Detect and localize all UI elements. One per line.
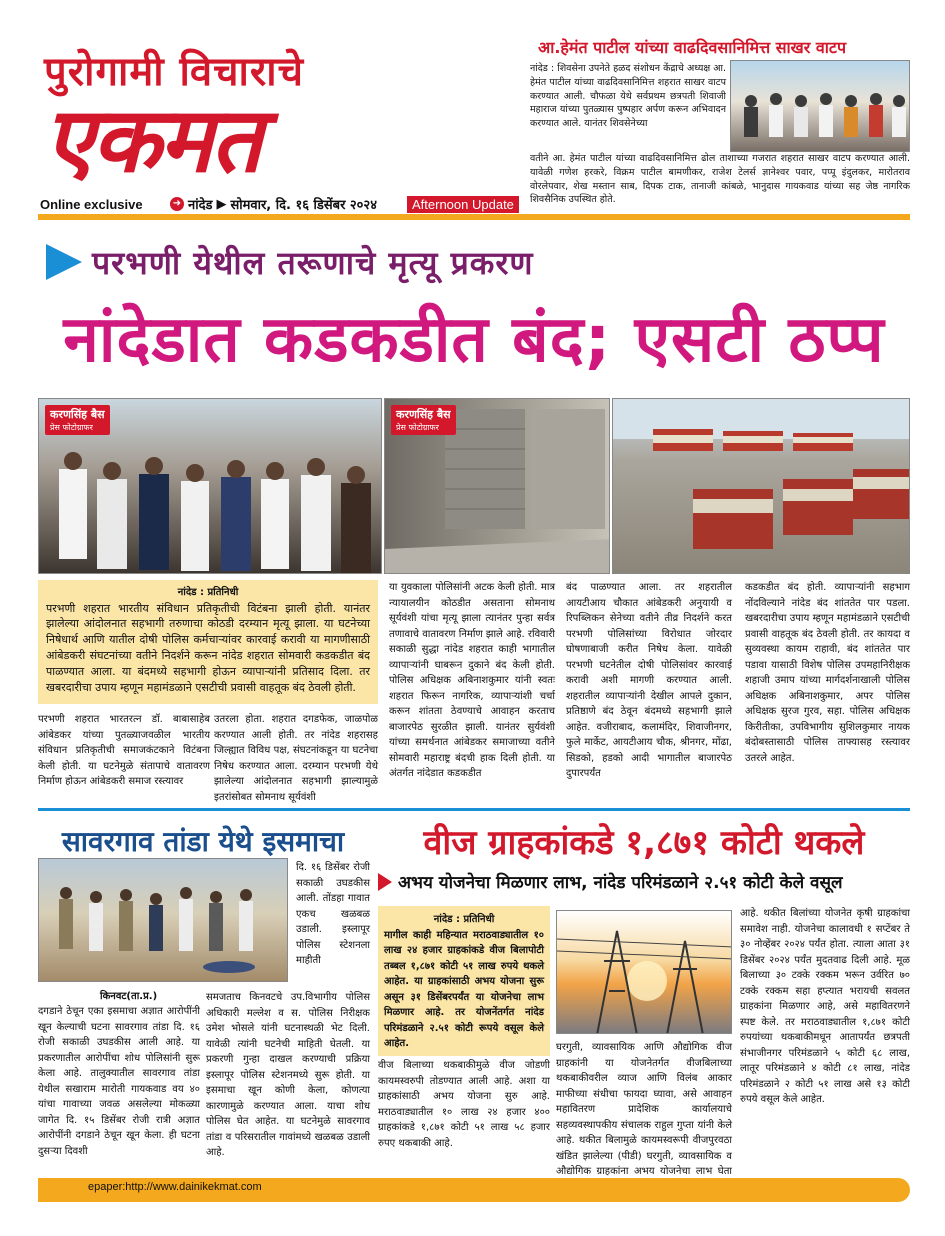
closed-shops-photo xyxy=(384,398,610,574)
power-subhead xyxy=(378,870,910,893)
main-kicker-text: परभणी येथील तरूणाचे मृत्यू प्रकरण xyxy=(92,243,534,282)
masthead-tagline: पुरोगामी विचाराचे xyxy=(44,49,305,95)
main-column-1: परभणी शहरात भारतरत्न डॉ. बाबासाहेब आंबेडकर यांच्या पुतळ्याजवळील भारतीय संविधान प्रतिकृतीची समाजकंटकाने विटंबना केली होती. या घटनेमुळे संतापाचे वातावरण निर्माण होऊन आंबेडकरी समाज रस्त्यावर xyxy=(38,714,210,787)
main-dateline: नांदेड : प्रतिनिधी xyxy=(177,587,239,598)
dateline-city: नांदेड xyxy=(188,198,213,213)
power-lead-box xyxy=(378,906,550,1056)
top-story-text-b: वतीने आ. हेमंत पाटील यांच्या वाढदिवसानिमित्त ढोल ताशाच्या गजरात शहरात साखर वाटप करण्यात आली. यावेळी गणेश हरकरे, विक्रम पाटील बामणीकर, राजेश टेलर्स ज्ञानेश्वर पवार, पप्पू इंदुलकर, मारोतराव वोरलेपवार, शेख मस्तान साब, दिपक टाक, तानाजी कांबळे, भानुदास गायकवाड यांच्या सह जेष्ठ नागरिक शिवसैनिक उपस्थित होते. xyxy=(530,153,910,206)
power-subhead-text: अभय योजनेचा मिळणार लाभ, नांदेड परिमंडळाने २.५१ कोटी केले वसूल xyxy=(398,873,843,893)
crime-scene-photo xyxy=(38,858,288,982)
main-lead-box xyxy=(38,580,378,704)
murder-column-1: दगडाने ठेचून एका इसमाचा अज्ञात आरोपींनी खून केल्याची घटना सावरगाव तांडा दि. १६ रोजी सकाळी उघडकीस आली आहे. या प्रकरणातील आरोपींचा शोध पोलिसांनी सुरू केला आहे. तालुक्यातील सावरगाव तांडा येथील सखाराम मारोती गायकवाड वय ४० यांचा गावाच्या जवळ असलेल्या मोकळ्या जागेत दि. १५ डिसेंबर रोजी रात्री अज्ञात आरोपींनी दगडाने ठेचून खून केला. ही घटना दुसऱ्या दिवशी xyxy=(38,1006,200,1157)
top-story-headline: आ.हेमंत पाटील यांच्या वाढदिवसानिमित्त साखर वाटप xyxy=(538,38,847,57)
arrow-right-icon: ➜ xyxy=(170,197,184,211)
dateline-date: सोमवार, दि. १६ डिसेंबर २०२४ xyxy=(230,198,377,213)
protest-march-photo xyxy=(38,398,382,574)
photographer-role: प्रेस फोटोग्राफर xyxy=(50,423,93,432)
bus-depot-photo xyxy=(612,398,910,574)
murder-side-text: दि. १६ डिसेंबर रोजी सकाळी उघडकीस आली. तोंडहा गावात एकच खळबळ उडाली. इस्लापूर पोलिस स्टेशनला माहीती xyxy=(296,862,370,966)
dateline xyxy=(170,195,377,213)
top-story-photo xyxy=(730,60,910,152)
power-column-3: आहे. थकीत बिलांच्या योजनेत कृषी ग्राहकांचा समावेश नाही. योजनेचा कालावधी १ सप्टेंबर ते ३० नोव्हेंबर २०२४ पर्यंत होता. त्याला आता ३१ डिसेंबर २०२४ पर्यंत मुदतवाढ दिली आहे. मूळ बिलाच्या ३० टक्के रक्कम भरून उर्वरित ७० टक्के रक्कम सहा हप्त्यात भरायची सवलत ग्राहकांना मिळणार आहे, असे महावितरणने स्पष्ट केले. तर मराठवाड्यातील १,८७१ कोटी रुपयांच्या थकबाकीमधून आतापर्यंत छत्रपती संभाजीनगर परिमंडळाने ५ कोटी ६८ लाख, लातूर परिमंडळाने ४ कोटी ८१ लाख, नांदेड परिमंडळाने २ कोटी ५१ लाख असे १३ कोटी रुपये वसूल केले आहेत. xyxy=(740,908,910,1105)
main-lead-text: परभणी शहरात भारतीय संविधान प्रतिकृतीची विटंबना झाली होती. यानंतर झालेल्या आंदोलनात सहभागी तरुणाचा कोठडी दरम्यान मृत्यू झाला. या घटनेच्या निषेधार्थ आणि यातील दोषी पोलिस कर्मचाऱ्यांवर कारवाई करावी या मागणीसाठी आंबेडकरी संघटनांच्या वतीने निदर्शने करून नांदेड शहरात सोमवारी कडकडीत बंद पाळण्यात आला. या बंदमध्ये सहभागी होऊन व्यापाऱ्यांनी प्रतिसाद दिला. तर खबरदारीचा उपाय म्हणून महामंडळाने एसटीची प्रवासी वाहतूक बंद ठेवली होती. xyxy=(46,601,370,695)
power-dateline: नांदेड : प्रतिनिधी xyxy=(433,914,495,925)
photographer-name: करणसिंह बैस xyxy=(50,408,105,421)
power-lead-text: मागील काही महिन्यात मराठवाड्यातील १० लाख २४ हजार ग्राहकांकडे वीज बिलापोटी तब्बल १,८७१ कोटी ५१ लाख रुपये थकले आहेत. या ग्राहकांसाठी अभय योजना सुरू असून ३१ डिसेंबरपर्यंत या योजनेचा लाभ मिळणार आहे. तर योजनेंतर्गत नांदेड परिमंडळाने २.५१ कोटी रूपये वसूल केले आहेत. xyxy=(384,929,544,1049)
main-column-3: या युवकाला पोलिसांनी अटक केली होती. मात्र न्यायालयीन कोठडीत असताना सोमनाथ सूर्यवंशी यांचा मृत्यू झाला त्यानंतर पुन्हा सर्वत्र तणावाचे वातावरण निर्माण झाले आहे. रविवारी सकाळी सुद्धा नांदेड शहरात काही भागातील व्यापाऱ्यांनी घाबरून दुकाने बंद केली होती. पोलिस अधिक्षक अबिनाशकुमार यांनी स्वतः शहरात फिरून नागरिक, व्यापाऱ्यांशी चर्चा करून शांतता ठेवण्याचे आवाहन करताच बाजारपेठ सुरळीत झाली. यानंतर सुर्यवंशी यांच्या समर्थनात आंबेडकर समाजाच्या वतीने सोमवारी महाराष्ट्र बंदची हाक दिली होती. या अंतर्गत नांदेडात कडकडीत xyxy=(389,582,555,779)
power-column-2: घरगुती, व्यावसायिक आणि औद्योगिक वीज ग्राहकांनी या योजनेतर्गत वीजबिलाच्या थकबाकीवरील व्याज आणि विलंब आकार माफीच्या संधीचा फायदा घ्यावा, असे आवाहन महावितरण प्रादेशिक कार्यालयाचे सहव्यवस्थापकीय संचालक राहुल गुप्ता यांनी केले आहे. थकीत बिलामुळे कायमस्वरूपी वीजपुरवठा खंडित झालेल्या (पीडी) घरगुती, व्यावसायिक व औद्योगिक ग्राहकांना अभय योजनेचा लाभ घेता xyxy=(556,1042,732,1177)
murder-headline: सावरगाव तांडा येथे इसमाचा xyxy=(61,825,345,858)
murder-dateline: किनवट(ता.प्र.) xyxy=(100,991,158,1002)
photographer-role: प्रेस फोटोग्राफर xyxy=(396,423,439,432)
triangle-pointer-icon xyxy=(46,244,82,280)
main-column-2: उतरला होता. शहरात दगडफेक, जाळपोळ करण्यात आली होती. तर नांदेड शहरासह जिल्ह्यात विविध पक्ष, संघटनांकडून या घटनेचा निषेध करण्यात आला. दरम्यान परभणी येथे झालेल्या आंदोलनात सहभागी झाल्यामुळे इतरांसोबत सोमनाथ सूर्यवंशी xyxy=(214,714,378,803)
power-tower-photo xyxy=(556,910,732,1034)
main-kicker xyxy=(38,240,910,284)
edition-badge: Afternoon Update xyxy=(407,196,519,213)
main-column-5: कडकडीत बंद होती. व्यापाऱ्यांनी सहभाग नोंदविल्याने नांदेड बंद शांततेत पार पडला. खबरदारीचा उपाय म्हणून महामंडळाने एसटीची प्रवासी वाहतूक बंद ठेवली होती. तर कायदा व सुव्यवस्था कायम राहावी, बंद शांततेत पार पडावा यासाठी विशेष पोलिस उपमहानिरीक्षक शहाजी उमाप यांच्या मार्गदर्शनाखाली पोलिस अधिक्षक अबिनाशकुमार, अपर पोलिस अधिक्षक सुरज गुरव, सहा. पोलिस अधिक्षक किरीतीका, उपविभागीय सुशिलकुमार नायक बंदोबस्तासाठी पोलिस ताफ्यासह रस्त्यावर उतरले आहेत. xyxy=(745,582,910,764)
photographer-badge xyxy=(391,405,456,435)
play-icon: ▶ xyxy=(216,196,227,212)
epaper-link[interactable]: epaper:http://www.dainikekmat.com xyxy=(88,1181,262,1193)
masthead-title: एकमत xyxy=(44,88,261,193)
section-divider xyxy=(38,808,910,811)
top-story-text-a: नांदेड : शिवसेना उपनेते हळद संशोधन केंद्राचे अध्यक्ष आ. हेमंत पाटील यांच्या वाढदिवसानिमित्त शहरात साखर वाटप करण्यात आली. चौफळा येथे सर्वप्रथम छत्रपती शिवाजी महाराज यांच्या पुतळ्यास पुष्पहार अर्पण करून अभिवादन करण्यात आले. यानंतर शिवसेनेच्या xyxy=(530,63,726,130)
power-headline: वीज ग्राहकांकडे १,८७१ कोटी थकले xyxy=(423,823,865,863)
main-headline: नांदेडात कडकडीत बंद; एसटी ठप्प xyxy=(63,303,885,377)
main-column-4: बंद पाळण्यात आला. तर शहरातील आयटीआय चौकात आंबेडकरी अनुयायी व रिपब्लिकन सेनेच्या वतीने तीव्र निदर्शने करत परभणी पोलिसांच्या विरोधात जोरदार घोषणाबाजी करीत निषेध केला. यावेळी परभणी घटनेतील दोषी पोलिसांवर कारवाई करावी अशी मागणी करण्यात आली. शहरातील व्यापाऱ्यांनी देखील आपले दुकान, प्रतिष्ठाणे बंद ठेवून बंदमध्ये सहभागी झाले आहेत. वजीराबाद, कलामंदिर, शिवाजीनगर, फुले मार्केट, आयटीआय चौक, श्रीनगर, मोंढा, सिडको, हडको आदी भागातील बाजारपेठ दुपारपर्यंत xyxy=(566,582,732,779)
header-rule xyxy=(38,214,910,220)
photographer-name: करणसिंह बैस xyxy=(396,408,451,421)
murder-column-2: समजताच किनवटचे उप.विभागीय पोलिस अधिकारी मल्लेश व स. पोलिस निरीक्षक उमेश भोसले यांनी घटनास्थळी भेट दिली. यावेळी त्यांनी घटनेची माहिती घेतली. या प्रकरणी गुन्हा दाखल करण्याची प्रक्रिया इस्लापूर पोलिस स्टेशनमध्ये सुरू होती. या इसमाचा खून कोणी केला, कोणत्या कारणामुळे करण्यात आला. याचा शोध पोलिस घेत आहेत. या घटनेमुळे सावरगाव तांडा व परिसरातील गावांमध्ये खळबळ उडाली आहे. xyxy=(206,992,370,1158)
power-column-1b: वीज बिलाच्या थकबाकीमुळे वीज जोडणी कायमस्वरुपी तोडण्यात आली आहे. अशा या ग्राहकांसाठी अभय योजना सुरु आहे. मराठवाड्यातील १० लाख २४ हजार ४०० ग्राहकांकडे १,८७१ कोटी ५१ लाख ५८ हजार रुपए थकबाकी आहे. xyxy=(378,1060,550,1149)
online-exclusive-label: Online exclusive xyxy=(40,197,143,212)
play-arrow-icon xyxy=(378,873,392,891)
